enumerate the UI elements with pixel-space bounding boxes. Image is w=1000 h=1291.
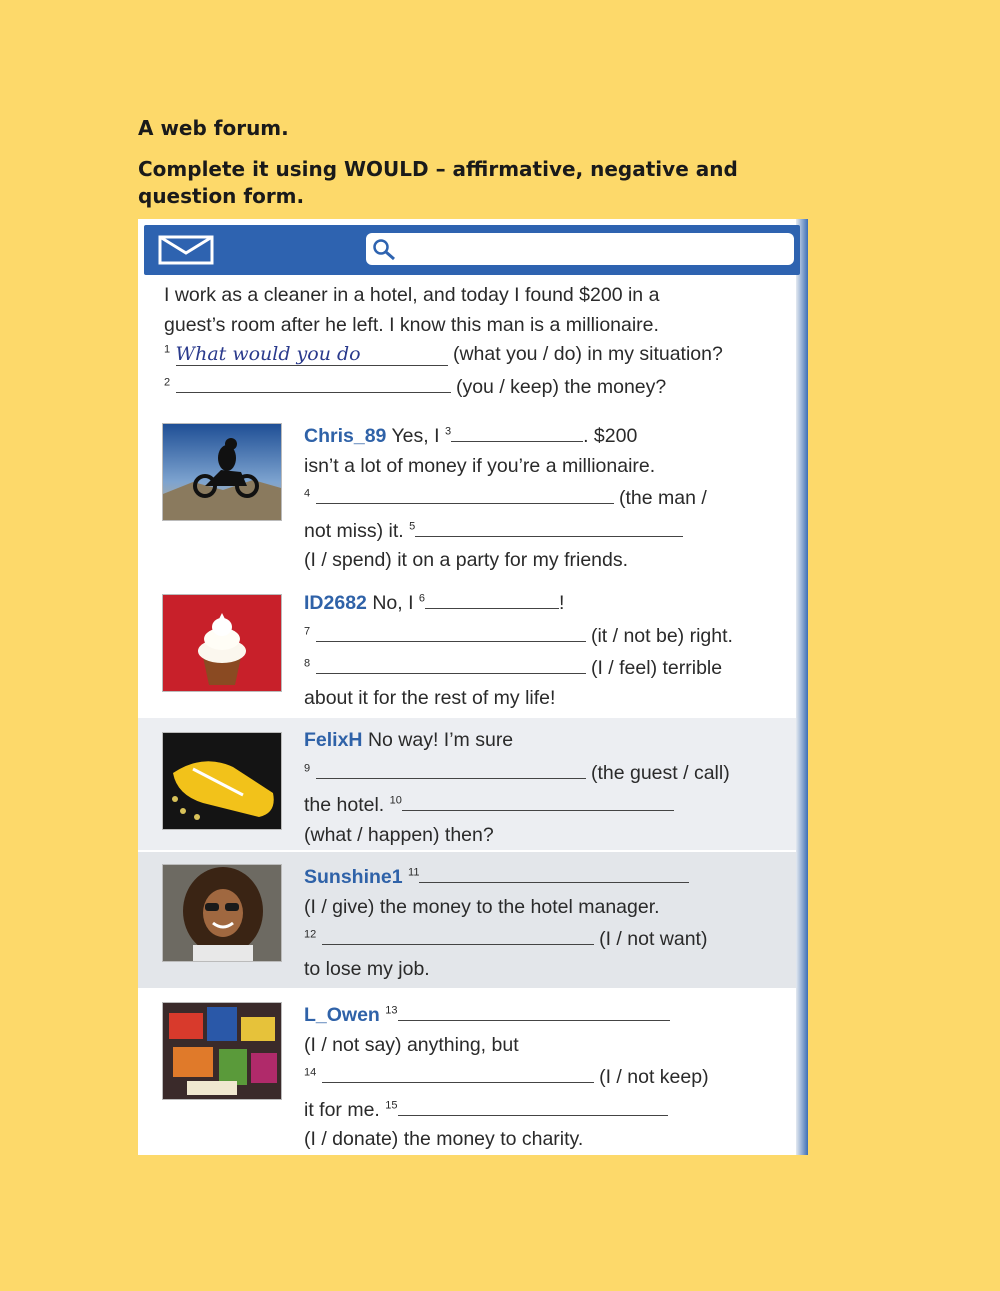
answer-field-8[interactable]: [316, 651, 586, 674]
gap-number: 6: [418, 592, 426, 605]
hint-text: (what you / do) in my situation?: [452, 343, 723, 365]
post-text: (what / happen) then?: [304, 823, 494, 846]
gap-number: 4: [304, 487, 311, 500]
username[interactable]: FelixH: [304, 729, 363, 751]
answer-field-9[interactable]: [316, 756, 586, 779]
colorful-photo: [163, 1003, 281, 1099]
gap-number: 12: [304, 928, 317, 941]
post-text: to lose my job.: [304, 957, 430, 980]
gap-number: 14: [304, 1066, 317, 1079]
post-text: (I / give) the money to the hotel manager.: [304, 895, 660, 918]
username[interactable]: ID2682: [304, 592, 367, 614]
gap-number: 10: [389, 794, 402, 807]
forum-post: [138, 718, 796, 850]
post-body: [304, 419, 774, 576]
post-text: about it for the rest of my life!: [304, 686, 556, 709]
post-text: (it / not be) right.: [590, 624, 733, 647]
gap-number: 7: [304, 625, 311, 637]
post-text: (I / spend) it on a party for my friends.: [304, 549, 629, 571]
post-body: [304, 998, 774, 1155]
mail-icon[interactable]: [158, 235, 214, 265]
avatar: [162, 864, 282, 962]
post-text: No, I: [372, 592, 414, 614]
panel-edge: [796, 219, 808, 1155]
answer-field-10[interactable]: [402, 788, 674, 811]
answer-field-14[interactable]: [322, 1060, 594, 1083]
answer-field-1[interactable]: What would you do: [176, 343, 448, 366]
post-text: No way! I’m sure: [367, 729, 514, 751]
answer-field-5[interactable]: [415, 514, 683, 537]
gap-number: 8: [304, 657, 311, 670]
page-title: A web forum.: [138, 116, 289, 140]
post-text: (I / feel) terrible: [590, 657, 723, 679]
avatar: [162, 1002, 282, 1100]
post-text: (I / not want): [599, 928, 708, 950]
avatar: [162, 594, 282, 692]
question-line: guest’s room after he left. I know this man is a millionaire.: [164, 313, 659, 336]
avatar: [162, 732, 282, 830]
answer-field-6[interactable]: [425, 586, 559, 609]
shoe-photo: [163, 733, 281, 829]
answer-field-13[interactable]: [398, 998, 670, 1021]
gap-number: 1: [164, 343, 171, 356]
answer-field-15[interactable]: [398, 1093, 668, 1116]
instructions: Complete it using WOULD – affirmative, negative and question form.: [138, 157, 738, 208]
gap-number: 9: [304, 762, 311, 774]
forum-post: [138, 409, 796, 571]
motorcycle-photo: [163, 424, 281, 520]
answer-field-4[interactable]: [316, 481, 614, 504]
post-body: [304, 726, 774, 850]
post-text: not miss) it.: [304, 519, 404, 542]
post-text: (the guest / call): [590, 761, 730, 784]
post-body: [304, 860, 774, 984]
question-post: [164, 281, 784, 402]
post-text: (I / not say) anything, but: [304, 1033, 519, 1056]
username[interactable]: Sunshine1: [304, 866, 403, 888]
username[interactable]: L_Owen: [304, 1004, 380, 1026]
post-text: Yes, I: [391, 425, 440, 447]
answer-field-2[interactable]: [176, 370, 451, 393]
forum-panel: [138, 219, 808, 1155]
question-line: I work as a cleaner in a hotel, and today I found $200 in a: [164, 284, 660, 306]
answer-field-12[interactable]: [322, 922, 594, 945]
post-body: [304, 586, 774, 713]
username[interactable]: Chris_89: [304, 425, 387, 447]
avatar: [162, 423, 282, 521]
cupcake-photo: [163, 595, 281, 691]
post-text: !: [559, 592, 565, 614]
gap-number: 11: [408, 866, 420, 879]
gap-number: 15: [385, 1099, 398, 1111]
forum-header: [144, 225, 800, 275]
answer-field-11[interactable]: [419, 860, 689, 883]
post-text: (I / not keep): [599, 1066, 709, 1088]
answer-field-3[interactable]: [451, 419, 583, 442]
post-text: . $200: [583, 425, 638, 447]
woman-photo: [163, 865, 281, 961]
gap-number: 13: [385, 1004, 398, 1017]
forum-post: [138, 576, 796, 718]
answer-field-7[interactable]: [316, 619, 586, 642]
gap-number: 3: [444, 425, 452, 438]
gap-number: 2: [164, 376, 171, 388]
search-input[interactable]: [366, 233, 794, 265]
forum-post: [138, 990, 796, 1155]
post-text: it for me.: [304, 1098, 380, 1121]
post-text: isn’t a lot of money if you’re a millionaire.: [304, 454, 656, 477]
post-text: (the man /: [618, 487, 707, 509]
post-text: the hotel.: [304, 794, 385, 816]
hint-text: (you / keep) the money?: [455, 375, 667, 398]
gap-number: 5: [409, 520, 416, 532]
forum-post: [138, 852, 796, 988]
search-icon: [372, 238, 396, 262]
post-text: (I / donate) the money to charity.: [304, 1128, 584, 1150]
